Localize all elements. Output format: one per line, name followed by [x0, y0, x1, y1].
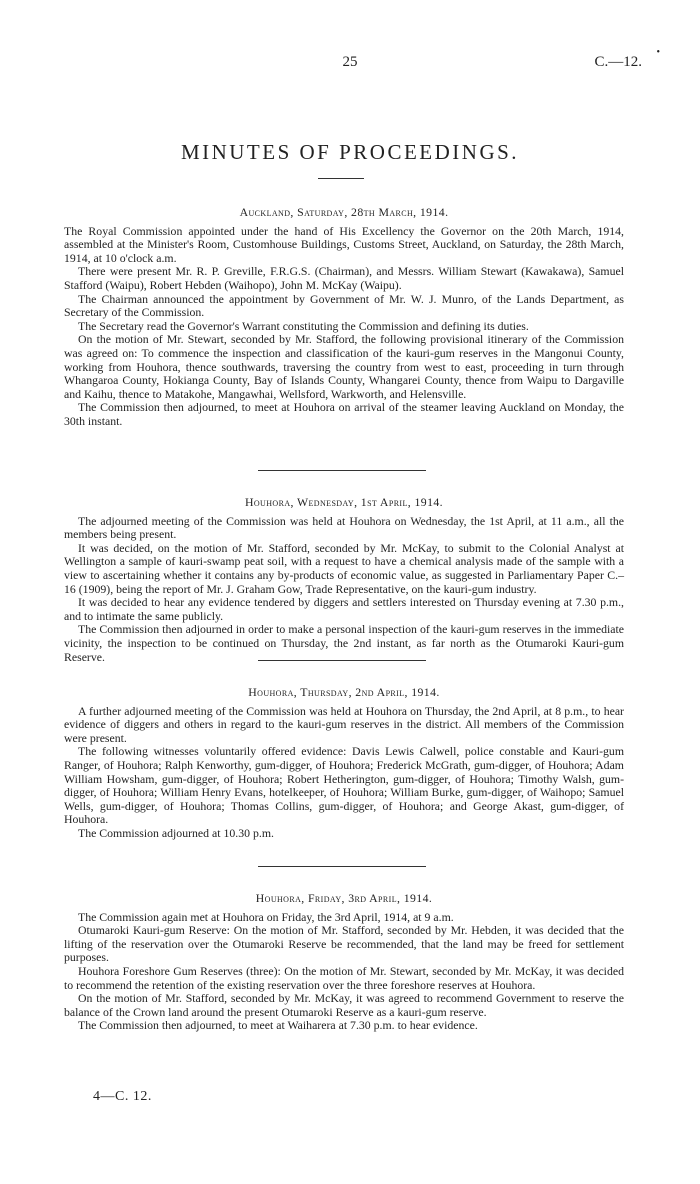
- paragraph: The Chairman announced the appointment by Government of Mr. W. J. Munro, of the Lands Department, as Secretary of the Commission.: [64, 291, 624, 320]
- section-date: Auckland, Saturday, 28th March, 1914.: [239, 205, 449, 219]
- paragraph: The Royal Commission appointed under the hand of His Excellency the Governor on the 20th March, 1914, assembled at the Minister's Room, Customhouse Buildings, Customs Street, Auckland, on Saturday, the 28th March, 1914, at 10 o'clock a.m.: [64, 223, 624, 265]
- paragraph: The Commission again met at Houhora on Friday, the 3rd April, 1914, at 9 a.m.: [78, 909, 454, 924]
- section-date: Houhora, Wednesday, 1st April, 1914.: [244, 495, 444, 509]
- page-title: MINUTES OF PROCEEDINGS.: [180, 140, 520, 164]
- footer-signature: 4—C. 12.: [93, 1089, 152, 1104]
- paragraph: The Commission adjourned at 10.30 p.m.: [78, 825, 274, 840]
- section-divider: [258, 660, 426, 661]
- paragraph: The adjourned meeting of the Commission was held at Houhora on Wednesday, the 1st April, at 11 a.m., all the members being present.: [64, 513, 624, 542]
- paragraph: The Commission then adjourned, to meet at Waiharera at 7.30 p.m. to hear evidence.: [78, 1018, 478, 1033]
- section-date: Houhora, Friday, 3rd April, 1914.: [255, 891, 433, 905]
- section-houhora-2-april: [64, 686, 624, 841]
- section-divider: [258, 866, 426, 867]
- paragraph: The Commission then adjourned, to meet at Houhora on arrival of the steamer leaving Auckland on Monday, the 30th instant.: [64, 400, 624, 428]
- paragraph: It was decided, on the motion of Mr. Stafford, seconded by Mr. McKay, to submit to the Colonial Analyst at Wellington a sample of kauri-swamp peat soil, with a request to have a chemical analysis made of the sample with a view to ascertaining whether it contains any by-products of economic value, as suggested in Parliamentary Paper C.–16 (1909), being the report of Mr. J. Graham Gow, Trade Representative, on the kauri-gum industry.: [64, 540, 624, 596]
- document-reference: C.—12.: [594, 54, 642, 70]
- section-date: Houhora, Thursday, 2nd April, 1914.: [248, 685, 440, 699]
- section-houhora-1-april: [64, 496, 624, 664]
- corner-mark: •: [656, 47, 660, 58]
- section-houhora-3-april: [64, 892, 624, 1033]
- paragraph: A further adjourned meeting of the Commission was held at Houhora on Thursday, the 2nd April, at 8 p.m., to hear evidence of diggers and others in regard to the kauri-gum reserves in the district. All members of the Commission were present.: [64, 703, 624, 745]
- paragraph: On the motion of Mr. Stewart, seconded by Mr. Stafford, the following provisional itinerary of the Commission was agreed on: To commence the inspection and classification of the kauri-gum reserves in the Mangonui County, working from Houhora, thence southwards, traversing the country from west to east, proceeding in turn through Whangaroa County, Hokianga County, Bay of Islands County, Whangarei County, thence from Waipu to Dargaville and Kaihu, thence to Matakohe, Mangawhai, Wellsford, Warkworth, and Helensville.: [64, 332, 624, 401]
- paragraph: Houhora Foreshore Gum Reserves (three): On the motion of Mr. Stewart, seconded by Mr. McKay, it was decided to recommend the retention of the existing reservation over the three foreshore reserves at Houhora.: [64, 963, 624, 992]
- paragraph: It was decided to hear any evidence tendered by diggers and settlers interested on Thursday evening at 7.30 p.m., and to intimate the same publicly.: [64, 595, 624, 623]
- title-rule: [318, 178, 364, 179]
- paragraph: The Commission then adjourned in order to make a personal inspection of the kauri-gum reserves in the immediate vicinity, the inspection to be continued on Thursday, the 2nd instant, as far north as the Otumaroki Kauri-gum Reserve.: [64, 622, 624, 664]
- page-number: 25: [342, 54, 358, 70]
- paragraph: On the motion of Mr. Stafford, seconded by Mr. McKay, it was agreed to recommend Government to reserve the balance of the Crown land around the present Otumaroki Reserve as a kauri-gum reserve.: [64, 991, 624, 1019]
- paragraph: There were present Mr. R. P. Greville, F.R.G.S. (Chairman), and Messrs. William Stewart (Kawakawa), Samuel Stafford (Waipu), Robert Hebden (Waihopo), John M. McKay (Waipu).: [64, 264, 624, 292]
- paragraph: Otumaroki Kauri-gum Reserve: On the motion of Mr. Stafford, seconded by Mr. Hebden, it was decided that the lifting of the reservation over the Otumaroki Reserve be recommended, that the land may be freed for settlement purposes.: [64, 923, 624, 965]
- section-auckland-28-march: [64, 206, 624, 429]
- section-divider: [258, 470, 426, 471]
- paragraph: The Secretary read the Governor's Warrant constituting the Commission and defining its duties.: [78, 318, 529, 333]
- paragraph: The following witnesses voluntarily offered evidence: Davis Lewis Calwell, police constable and Kauri-gum Ranger, of Houhora; Ralph Kenworthy, gum-digger, of Houhora; Frederick McGrath, gum-digger, of Houhora; Adam William Howsham, gum-digger, of Houhora; Robert Hetherington, gum-digger, of Houhora; Timothy Walsh, gum-digger, of Houhora; William Henry Evans, hotelkeeper, of Houhora; William Burke, gum-digger, of Waihopo; Samuel Wells, gum-digger, of Houhora; Thomas Collins, gum-digger, of Houhora; and George Akast, gum-digger, of Houhora.: [64, 744, 624, 827]
